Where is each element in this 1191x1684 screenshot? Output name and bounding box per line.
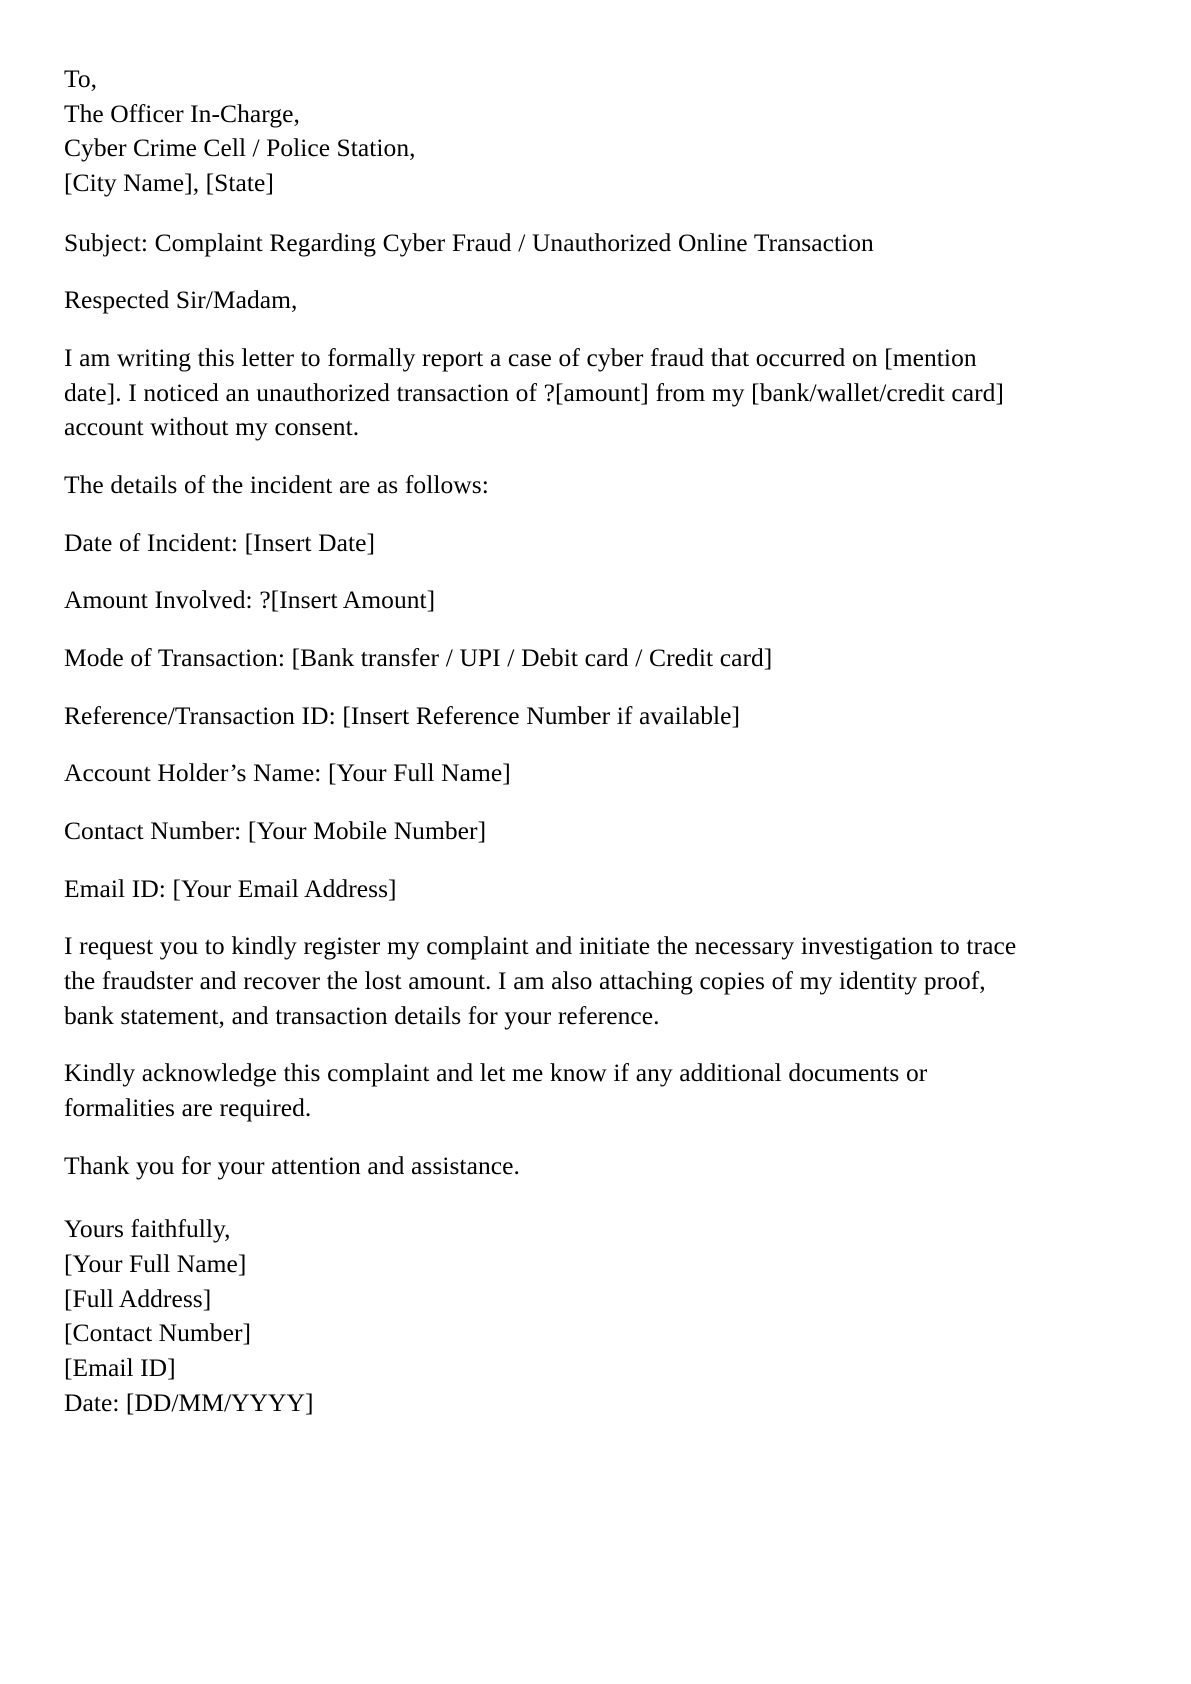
signature-address: [Full Address] — [64, 1283, 212, 1313]
recipient-line-officer: The Officer In-Charge, — [64, 98, 300, 128]
recipient-line-station: Cyber Crime Cell / Police Station, — [64, 133, 416, 163]
detail-mode-of-transaction: Mode of Transaction: [Bank transfer / UPI / Debit card / Credit card] — [64, 643, 773, 673]
salutation: Respected Sir/Madam, — [64, 285, 298, 315]
recipient-line-city-state: [City Name], [State] — [64, 168, 274, 198]
details-intro: The details of the incident are as follows: — [64, 470, 489, 500]
detail-contact-number: Contact Number: [Your Mobile Number] — [64, 816, 487, 846]
thanks-paragraph: Thank you for your attention and assistance. — [64, 1150, 520, 1180]
detail-account-holder-name: Account Holder’s Name: [Your Full Name] — [64, 758, 511, 788]
detail-reference-transaction-id: Reference/Transaction ID: [Insert Reference Number if available] — [64, 700, 741, 730]
signature-contact: [Contact Number] — [64, 1318, 252, 1348]
subject-line: Subject: Complaint Regarding Cyber Fraud / Unauthorized Online Transaction — [64, 227, 874, 257]
signature-email: [Email ID] — [64, 1353, 176, 1383]
detail-amount-involved: Amount Involved: ?[Insert Amount] — [64, 585, 436, 615]
signature-block — [64, 1212, 1039, 1420]
detail-date-of-incident: Date of Incident: [Insert Date] — [64, 527, 376, 557]
signature-date: Date: [DD/MM/YYYY] — [64, 1387, 314, 1417]
acknowledge-paragraph: Kindly acknowledge this complaint and let me know if any additional documents or formalities are required. — [64, 1058, 928, 1123]
detail-email-id: Email ID: [Your Email Address] — [64, 873, 397, 903]
opening-paragraph: I am writing this letter to formally report a case of cyber fraud that occurred on [mention date]. I noticed an unauthorized transaction of ?[amount] from my [bank/wallet/credit card] account without my consent. — [64, 343, 1004, 442]
request-paragraph: I request you to kindly register my complaint and initiate the necessary investigation to trace the fraudster and recover the lost amount. I am also attaching copies of my identity proof, bank statement, and transaction details for your reference. — [64, 931, 1017, 1030]
recipient-address-block — [64, 62, 1039, 201]
signature-closing: Yours faithfully, — [64, 1214, 231, 1244]
signature-name: [Your Full Name] — [64, 1249, 247, 1279]
letter-body — [64, 62, 1039, 1443]
recipient-line-to: To, — [64, 64, 98, 93]
